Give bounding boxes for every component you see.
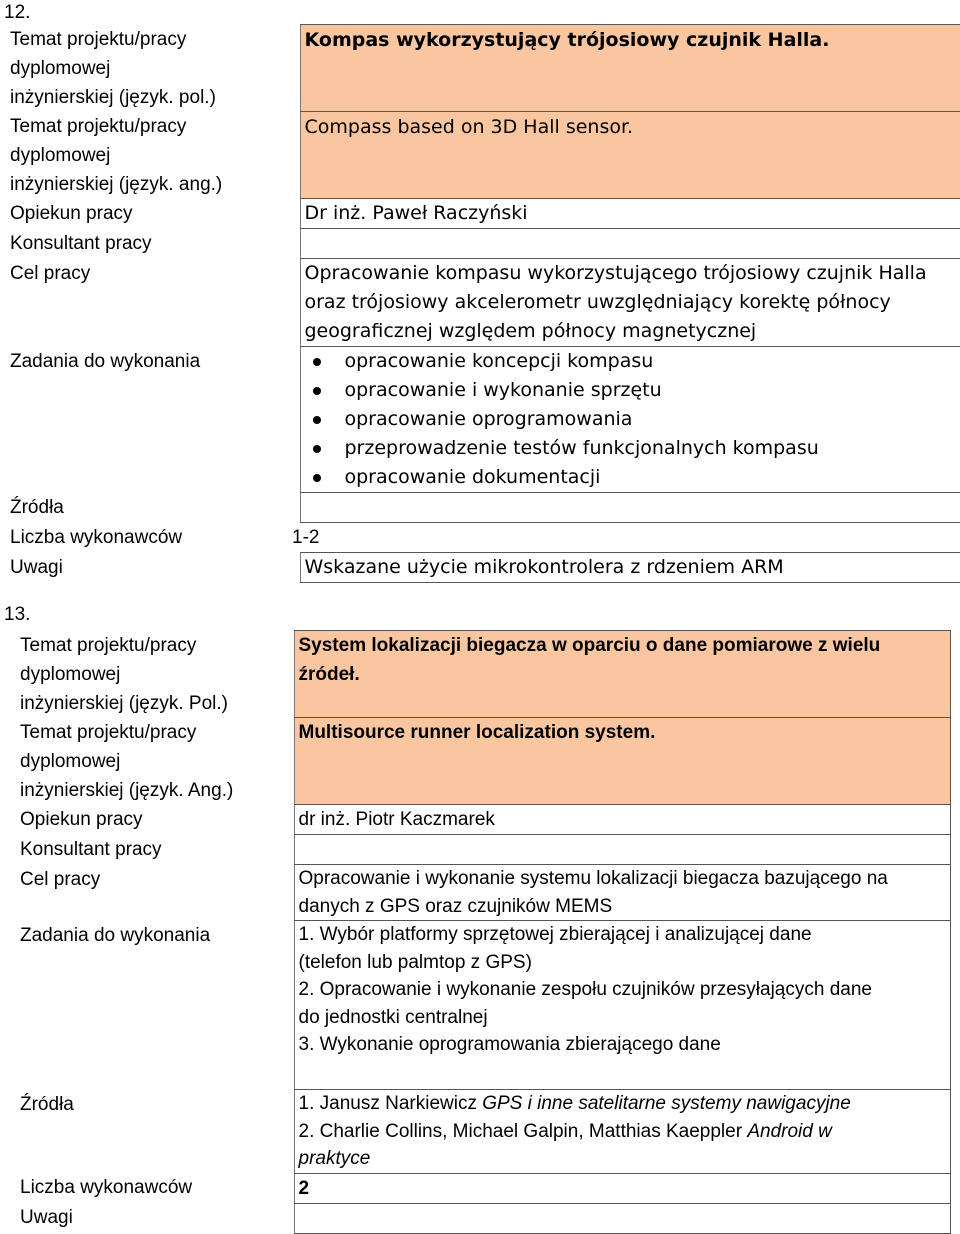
supervisor-label: Opiekun pracy: [10, 202, 133, 224]
notes-value: [294, 1203, 950, 1233]
consultant-value: [300, 229, 960, 259]
supervisor-value: Dr inż. Paweł Raczyński: [300, 199, 960, 229]
row-supervisor: [16, 805, 950, 835]
tasks-label: Zadania do wykonania: [20, 924, 211, 946]
row-sources: [6, 493, 960, 523]
project-number: 12.: [4, 2, 31, 23]
title-en-value: Multisource runner localization system.: [294, 718, 950, 805]
list-item: opracowanie dokumentacji: [345, 463, 956, 492]
row-consultant: [16, 835, 950, 865]
list-item: (telefon lub palmtop z GPS): [298, 951, 532, 973]
sources-value: [294, 1090, 950, 1174]
title-pl-value: System lokalizacji biegacza w oparciu o dane pomiarowe z wielu źródeł.: [294, 631, 950, 718]
consultant-label: Konsultant pracy: [10, 232, 152, 254]
sources-label: Źródła: [10, 496, 64, 518]
title-en-value: Compass based on 3D Hall sensor.: [300, 112, 960, 199]
row-title-en: [16, 718, 950, 805]
source-item: praktyce: [298, 1148, 371, 1169]
row-contractors: [16, 1173, 950, 1203]
contractors-value: 1-2: [292, 527, 320, 548]
list-item: 1. Wybór platformy sprzętowej zbierającej i analizującej dane: [298, 924, 812, 945]
list-item: do jednostki centralnej: [298, 1006, 488, 1028]
consultant-value: [294, 835, 950, 865]
row-tasks: [16, 921, 950, 1090]
list-item: opracowanie i wykonanie sprzętu: [345, 376, 956, 405]
title-pl-label: Temat projektu/pracy dyplomowej inżynierskiej (język. Pol.): [20, 634, 228, 714]
supervisor-label: Opiekun pracy: [20, 808, 143, 830]
row-goal: [16, 865, 950, 921]
row-notes: [6, 553, 960, 583]
list-item: przeprowadzenie testów funkcjonalnych kompasu: [345, 434, 956, 463]
notes-value: Wskazane użycie mikrokontrolera z rdzeniem ARM: [300, 553, 960, 583]
row-consultant: [6, 229, 960, 259]
row-goal: [6, 259, 960, 347]
row-tasks: [6, 347, 960, 493]
list-item: opracowanie oprogramowania: [345, 405, 956, 434]
row-contractors: [6, 523, 960, 553]
source-item: 1. Janusz Narkiewicz GPS i inne satelitarne systemy nawigacyjne: [298, 1093, 851, 1114]
supervisor-value: dr inż. Piotr Kaczmarek: [294, 805, 950, 835]
tasks-value: [294, 921, 950, 1090]
row-title-pl: [6, 25, 960, 112]
contractors-value: 2: [294, 1173, 950, 1203]
goal-label: Cel pracy: [20, 868, 101, 890]
list-item: opracowanie koncepcji kompasu: [345, 347, 956, 376]
title-pl-label: Temat projektu/pracy dyplomowej inżynierskiej (język. pol.): [10, 28, 216, 108]
notes-label: Uwagi: [20, 1207, 73, 1228]
row-title-pl: [16, 631, 950, 718]
sources-label: Źródła: [20, 1093, 74, 1115]
source-item: 2. Charlie Collins, Michael Galpin, Matthias Kaeppler Android w: [298, 1120, 832, 1142]
project-number: 13.: [4, 604, 31, 625]
project-12-table: [6, 24, 960, 583]
consultant-label: Konsultant pracy: [20, 838, 162, 860]
row-notes: [16, 1203, 950, 1233]
contractors-label: Liczba wykonawców: [20, 1177, 193, 1198]
row-sources: [16, 1090, 950, 1174]
title-pl-value: Kompas wykorzystujący trójosiowy czujnik Halla.: [300, 25, 960, 112]
title-en-label: Temat projektu/pracy dyplomowej inżynierskiej (język. ang.): [10, 115, 223, 195]
goal-label: Cel pracy: [10, 262, 91, 284]
list-item: 3. Wykonanie oprogramowania zbierającego dane: [298, 1034, 721, 1055]
row-supervisor: [6, 199, 960, 229]
tasks-value: [300, 347, 960, 493]
goal-value: Opracowanie i wykonanie systemu lokalizacji biegacza bazującego na danych z GPS oraz czujników MEMS: [294, 865, 950, 921]
notes-label: Uwagi: [10, 556, 63, 578]
project-13-table: [16, 630, 951, 1234]
tasks-label: Zadania do wykonania: [10, 350, 201, 372]
tasks-list: [305, 347, 956, 492]
goal-value: Opracowanie kompasu wykorzystującego trójosiowy czujnik Halla oraz trójosiowy akcelerometr uwzględniający korektę północy geograficznej względem północy magnetycznej: [300, 259, 960, 347]
contractors-label: Liczba wykonawców: [10, 526, 183, 548]
row-title-en: [6, 112, 960, 199]
sources-value: [300, 493, 960, 523]
title-en-label: Temat projektu/pracy dyplomowej inżynierskiej (język. Ang.): [20, 721, 234, 801]
list-item: 2. Opracowanie i wykonanie zespołu czujników przesyłających dane: [298, 979, 872, 1000]
